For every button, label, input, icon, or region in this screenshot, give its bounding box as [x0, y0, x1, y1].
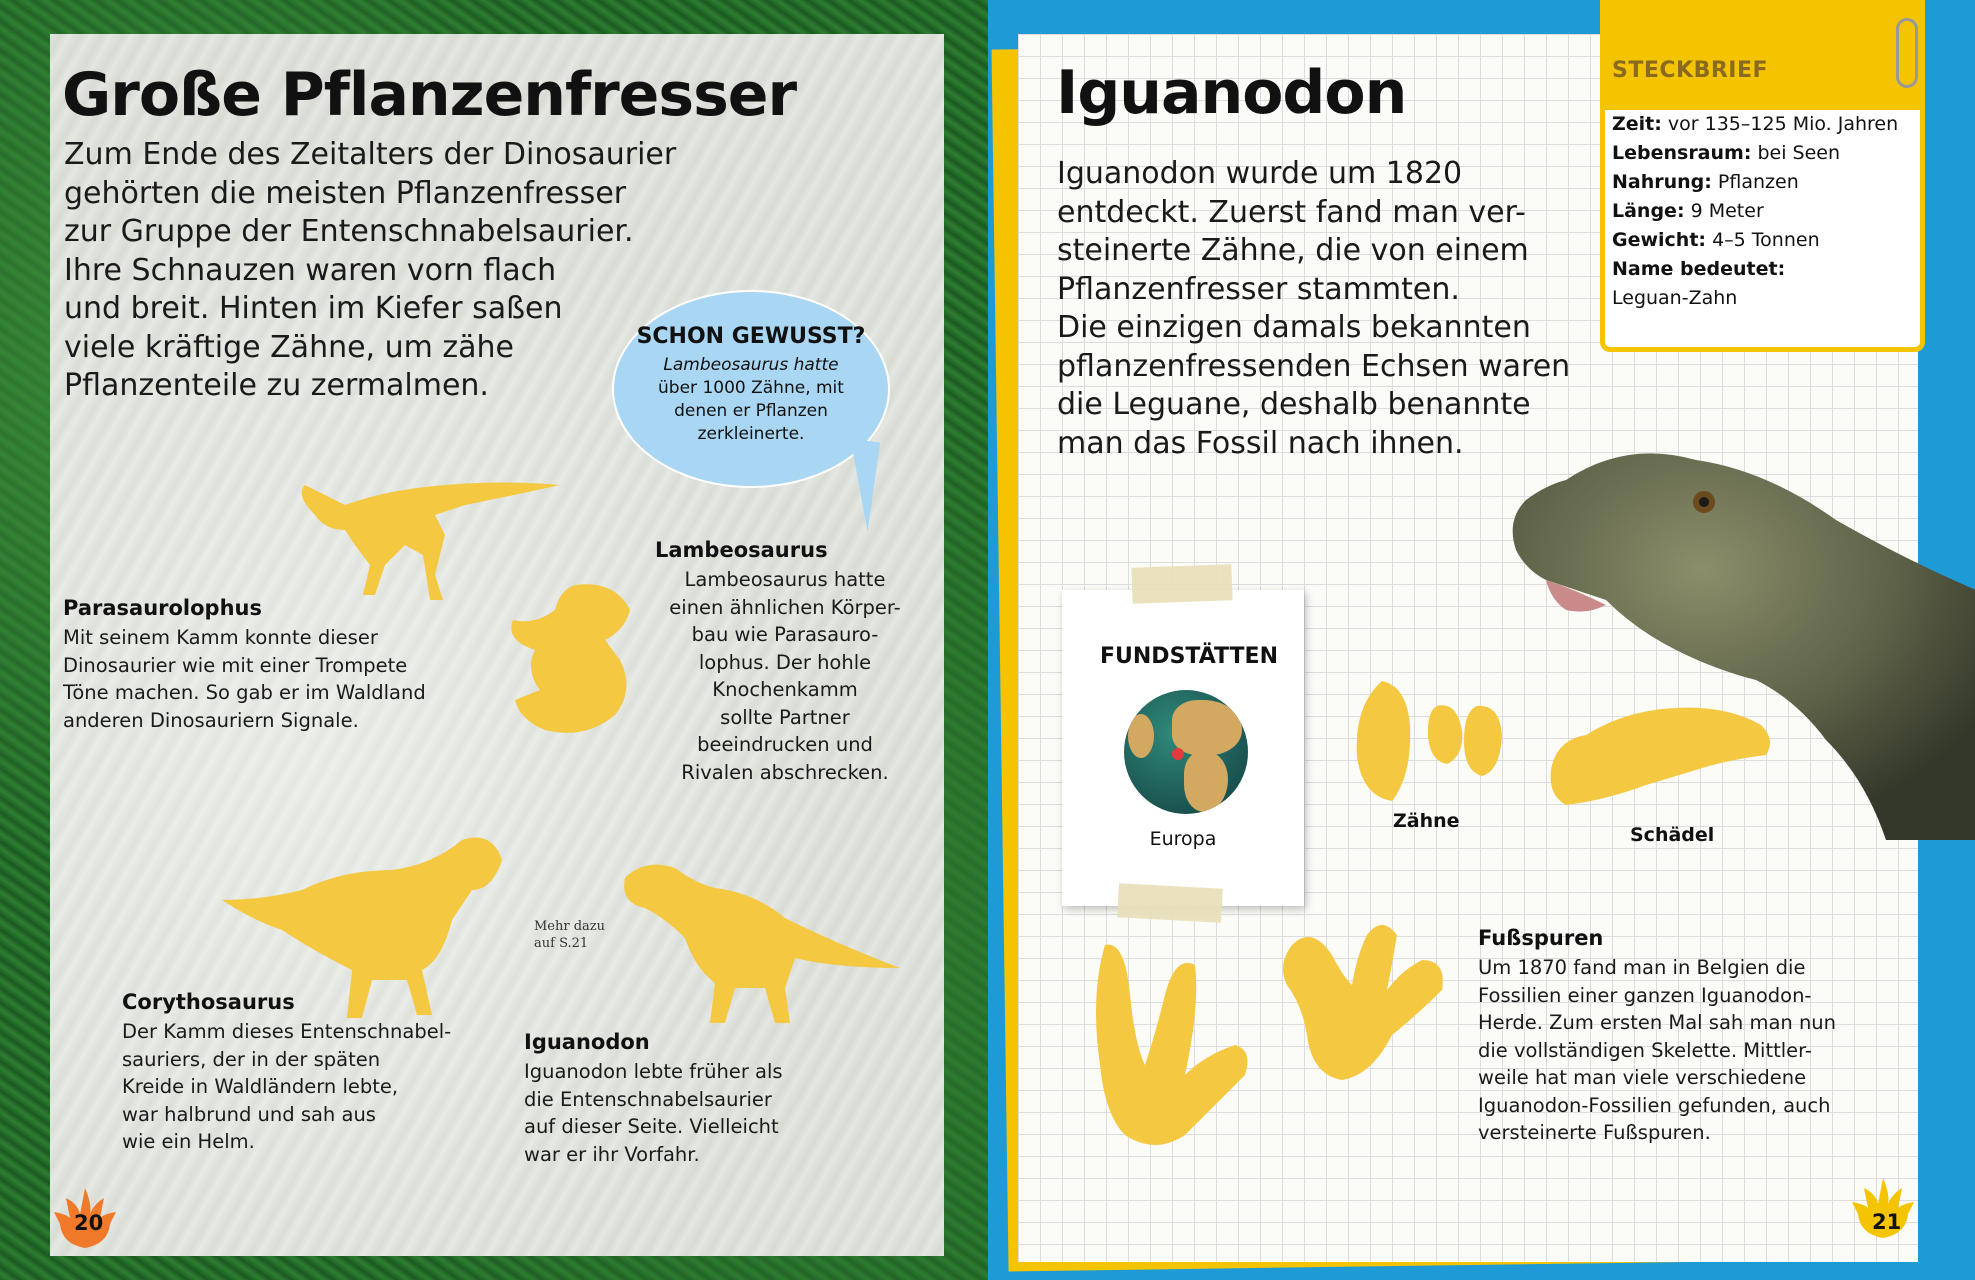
- iguanodon-heading-left: Iguanodon: [524, 1030, 650, 1054]
- fundstaetten-title: FUNDSTÄTTEN: [1100, 644, 1278, 669]
- lambeosaurus-heading: Lambeosaurus: [655, 538, 828, 562]
- page-number-left: 20: [74, 1211, 104, 1235]
- page-title-right: Iguanodon: [1056, 58, 1407, 128]
- skull-label: Schädel: [1630, 824, 1715, 846]
- parasaurolophus-text: Mit seinem Kamm konnte dieser Dinosaurier wie mit einer Trompete Töne machen. So gab er im Waldland anderen Dinosauriern Signale.: [63, 626, 426, 732]
- iguanodon-text-left: Iguanodon lebte früher als die Entenschnabelsaurier auf dieser Seite. Vielleicht war er ihr Vorfahr.: [524, 1060, 783, 1166]
- fundstaetten-location: Europa: [1149, 828, 1217, 850]
- fussspuren-text: Um 1870 fand man in Belgien die Fossilien einer ganzen Iguanodon- Herde. Zum ersten Mal sah man nun die vollständigen Skelette. Mittler- weile hat man viele verschiedene Iguanodon-Fossilien gefunden, auch versteinerte Fußspuren.: [1478, 956, 1837, 1144]
- bubble-text: Lambeosaurus hatte über 1000 Zähne, mit denen er Pflanzen zerkleinerte.: [658, 355, 844, 444]
- bubble-title: SCHON GEWUSST?: [636, 324, 866, 349]
- steckbrief-title: STECKBRIEF: [1612, 58, 1769, 83]
- steckbrief-header: [1600, 0, 1925, 110]
- intro-text-left: Zum Ende des Zeitalters der Dinosaurier gehörten die meisten Pflanzenfresser zur Gruppe der Entenschnabelsaurier. Ihre Schnauzen waren vorn flach und breit. Hinten im Kiefer saßen viele kräftige Zähne, um zähe Pflanzenteile zu zermalmen.: [64, 137, 677, 403]
- page-number-right: 21: [1872, 1210, 1902, 1234]
- lambeosaurus-skull-silhouette: [505, 580, 645, 740]
- parasaurolophus-heading: Parasaurolophus: [63, 596, 262, 620]
- globe-icon: [1124, 690, 1248, 814]
- paperclip-icon: [1896, 18, 1918, 88]
- corythosaurus-heading: Corythosaurus: [122, 990, 295, 1014]
- lambeosaurus-text: Lambeosaurus hatte einen ähnlichen Körper- bau wie Parasauro- lophus. Der hohle Knochenkamm sollte Partner beeindrucken und Rivalen abschrecken.: [669, 568, 901, 784]
- tape-bottom: [1117, 883, 1223, 922]
- page-title-left: Große Pflanzenfresser: [62, 60, 797, 130]
- iguanodon-silhouette-left: [615, 858, 900, 1028]
- teeth-label: Zähne: [1393, 810, 1460, 832]
- fussspuren-heading: Fußspuren: [1478, 926, 1604, 950]
- tape-top: [1131, 564, 1232, 603]
- steckbrief-rows: Zeit: vor 135–125 Mio. Jahren Lebensraum: bei Seen Nahrung: Pflanzen Länge: 9 Meter Gewicht: 4–5 Tonnen Name bedeutet: Leguan-Zahn: [1612, 113, 1899, 309]
- corythosaurus-text: Der Kamm dieses Entenschnabel- sauriers, der in der späten Kreide in Waldländern lebte, war halbrund und sah aus wie ein Helm.: [122, 1020, 452, 1153]
- location-marker: [1172, 748, 1184, 760]
- cross-reference-note: Mehr dazu auf S.21: [534, 919, 606, 951]
- skull-fossil-silhouette: [1546, 700, 1776, 810]
- intro-text-right: Iguanodon wurde um 1820 entdeckt. Zuerst fand man ver- steinerte Zähne, die von einem Pflanzenfresser stammten. Die einzigen damals bekannten pflanzenfressenden Echsen waren die Leguane, deshalb benannte man das Fossil nach ihnen.: [1057, 156, 1571, 461]
- footprint-fossil-silhouette-1: [1085, 935, 1255, 1155]
- teeth-fossil-silhouette: [1352, 676, 1502, 806]
- footprint-fossil-silhouette-2: [1272, 915, 1452, 1085]
